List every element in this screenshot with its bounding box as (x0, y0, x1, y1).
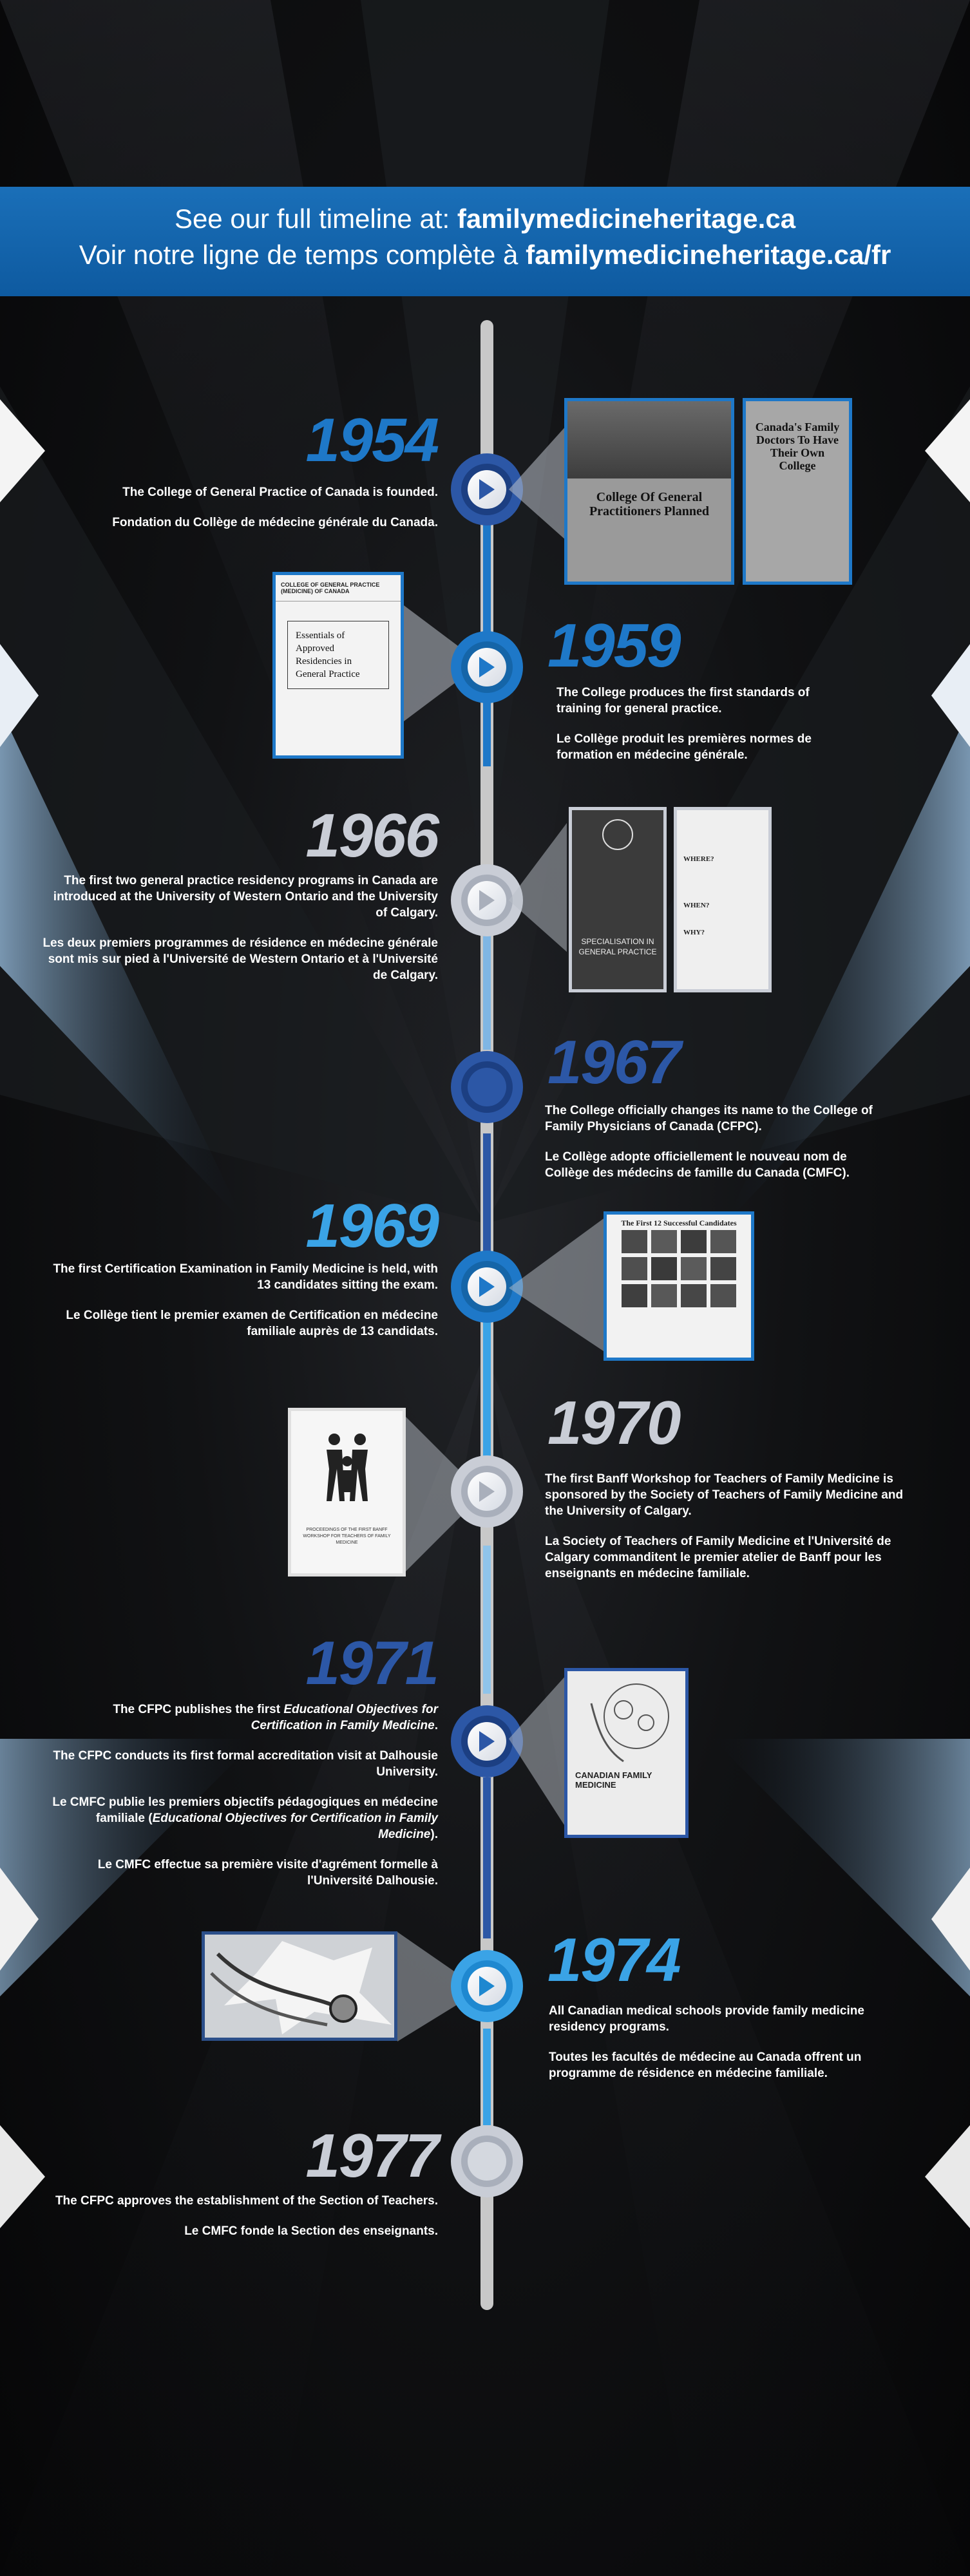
year-1954: 1954 (305, 406, 438, 475)
event-1967-fr: Le Collège adopte officiellement le nouveau nom de Collège des médecins de famille du Canada (CMFC). (545, 1150, 850, 1180)
node-dot (468, 648, 506, 687)
header-banner (0, 187, 970, 296)
year-1974: 1974 (547, 1926, 680, 1994)
chevron-right-icon (479, 1731, 495, 1752)
event-1970-en: The first Banff Workshop for Teachers of Family Medicine is sponsored by the Society of Teachers of Family Medicine and the University of Calgary. (545, 1472, 904, 1518)
year-1959: 1959 (547, 611, 680, 680)
connector-beam (509, 419, 567, 547)
brochure-page-1966 (674, 807, 772, 992)
college-seal-icon (602, 819, 633, 850)
proceedings-caption: PROCEEDINGS OF THE FIRST BANFF WORKSHOP FOR TEACHERS OF FAMILY MEDICINE (303, 1528, 391, 1545)
stethoscope-photo-1974 (202, 1931, 397, 2041)
newspaper-clipping-1954a (564, 398, 734, 585)
node-dot (468, 1722, 506, 1761)
timeline-node-1974 (451, 1950, 523, 2022)
brochure-heading-when: WHEN? (683, 902, 710, 909)
clipping-heading: Canada's Family Doctors To Have Their Own College (755, 421, 840, 472)
year-1977: 1977 (305, 2121, 438, 2190)
year-1967: 1967 (547, 1028, 680, 1097)
educational-objectives-cover-1971 (564, 1668, 689, 1838)
chevron-right-icon (479, 479, 495, 500)
banner-line-english (0, 187, 970, 237)
connector-beam (509, 817, 567, 958)
timeline-node-1970 (451, 1455, 523, 1528)
connector-beam (509, 1668, 567, 1835)
event-1967-text (545, 1103, 880, 1195)
timeline-node-1967 (451, 1051, 523, 1123)
chevron-right-icon (479, 1481, 495, 1502)
event-1970-text (545, 1471, 906, 1596)
brochure-cover-1966 (569, 807, 667, 992)
node-dot (468, 1967, 506, 2005)
node-dot (468, 470, 506, 509)
event-1966-text (39, 873, 438, 998)
event-1971-en1: The CFPC publishes the first Educational Objectives for Certification in Family Medicine. (113, 1703, 438, 1732)
chevron-right-icon (479, 1976, 495, 1996)
banner-prefix-en: See our full timeline at: (174, 204, 457, 234)
brochure-heading-why: WHY? (683, 929, 705, 936)
event-1974-text (549, 2003, 871, 2096)
brochure-title: SPECIALISATION IN GENERAL PRACTICE (578, 937, 657, 956)
year-1966: 1966 (305, 801, 438, 870)
cover-title: CANADIAN FAMILY MEDICINE (575, 1770, 652, 1790)
candidate-photos (607, 1230, 751, 1307)
banner-prefix-fr: Voir notre ligne de temps complète à (79, 240, 526, 270)
sheet-title: The First 12 Successful Candidates (621, 1218, 737, 1227)
node-dot (468, 1472, 506, 1511)
timeline-link-en[interactable]: familymedicineheritage.ca (457, 204, 796, 234)
workshop-proceedings-1970 (288, 1408, 406, 1577)
family-logo-icon (315, 1430, 379, 1508)
candidates-photo-sheet-1969 (604, 1211, 754, 1361)
event-1954-en: The College of General Practice of Canada is founded. (122, 486, 438, 499)
document-cover-1959 (272, 572, 404, 759)
stethoscope-image (205, 1935, 394, 2038)
event-1974-fr: Toutes les facultés de médecine au Canada offrent un programme de résidence en médecine familiale. (549, 2050, 862, 2080)
timeline-segment (483, 1133, 491, 1262)
brochure-heading-where: WHERE? (683, 855, 714, 863)
event-1959-fr: Le Collège produit les premières normes de formation en médecine générale. (556, 732, 812, 762)
timeline-segment (483, 1546, 491, 1694)
event-1969-en: The first Certification Examination in Family Medicine is held, with 13 candidates sitting the exam. (53, 1262, 438, 1292)
event-1970-fr: La Society of Teachers of Family Medicine et l'Université de Calgary commanditent le premier atelier de Banff pour les enseignants en médecine familiale. (545, 1535, 891, 1580)
event-1969-fr: Le Collège tient le premier examen de Certification en médecine familiale auprès de 13 candidats. (66, 1309, 438, 1338)
year-1969: 1969 (305, 1191, 438, 1260)
chevron-right-icon (479, 890, 495, 911)
timeline-node-1959 (451, 631, 523, 703)
year-1971: 1971 (305, 1629, 438, 1698)
connector-beam (509, 1211, 605, 1359)
banner-line-french (0, 237, 970, 273)
timeline-segment (483, 489, 491, 766)
timeline-node-1977 (451, 2125, 523, 2197)
event-1954-fr: Fondation du Collège de médecine générale du Canada. (112, 516, 438, 529)
event-1967-en: The College officially changes its name to the College of Family Physicians of Canada (CFPC). (545, 1104, 873, 1133)
event-1971-en2: The CFPC conducts its first formal accreditation visit at Dalhousie University. (53, 1749, 438, 1779)
event-1954-text (39, 484, 438, 545)
event-1969-text (39, 1261, 438, 1354)
node-dot (468, 2142, 506, 2181)
timeline-link-fr[interactable]: familymedicineheritage.ca/fr (526, 240, 891, 270)
event-1971-fr1: Le CMFC publie les premiers objectifs pédagogiques en médecine familiale (Educational Objectives for Certification in Family Medicine). (52, 1795, 438, 1841)
event-1974-en: All Canadian medical schools provide family medicine residency programs. (549, 2004, 864, 2034)
event-1971-text (39, 1701, 438, 1903)
event-1971-fr2: Le CMFC effectue sa première visite d'agrément formelle à l'Université Dalhousie. (97, 1858, 438, 1888)
doc-title: Essentials of Approved Residencies in General Practice (287, 621, 389, 689)
event-1959-text (556, 685, 840, 777)
event-1977-en: The CFPC approves the establishment of the Section of Teachers. (55, 2194, 438, 2208)
event-1966-en: The first two general practice residency programs in Canada are introduced at the University of Western Ontario and the University of Calgary. (53, 874, 438, 920)
clipping-heading: College Of General Practitioners Planned (589, 490, 710, 518)
timeline-segment (483, 1320, 491, 1468)
chevron-right-icon (479, 657, 495, 677)
node-dot (468, 881, 506, 920)
event-1977-text (39, 2193, 438, 2253)
node-dot (468, 1068, 506, 1106)
event-1959-en: The College produces the first standards of training for general practice. (556, 686, 810, 715)
event-1966-fr: Les deux premiers programmes de résidence en médecine générale sont mis sur pied à l'Université de Western Ontario et à l'Université de Calgary. (43, 936, 438, 982)
node-dot (468, 1267, 506, 1306)
event-1977-fr: Le CMFC fonde la Section des enseignants. (184, 2224, 438, 2238)
year-1970: 1970 (547, 1388, 680, 1457)
timeline-segment (483, 1777, 491, 1938)
group-photo (567, 401, 731, 478)
doc-header: COLLEGE OF GENERAL PRACTICE (MEDICINE) OF CANADA (276, 575, 401, 601)
sketch-illustration (578, 1678, 675, 1768)
newspaper-clipping-1954b (743, 398, 852, 585)
chevron-right-icon (479, 1276, 495, 1297)
